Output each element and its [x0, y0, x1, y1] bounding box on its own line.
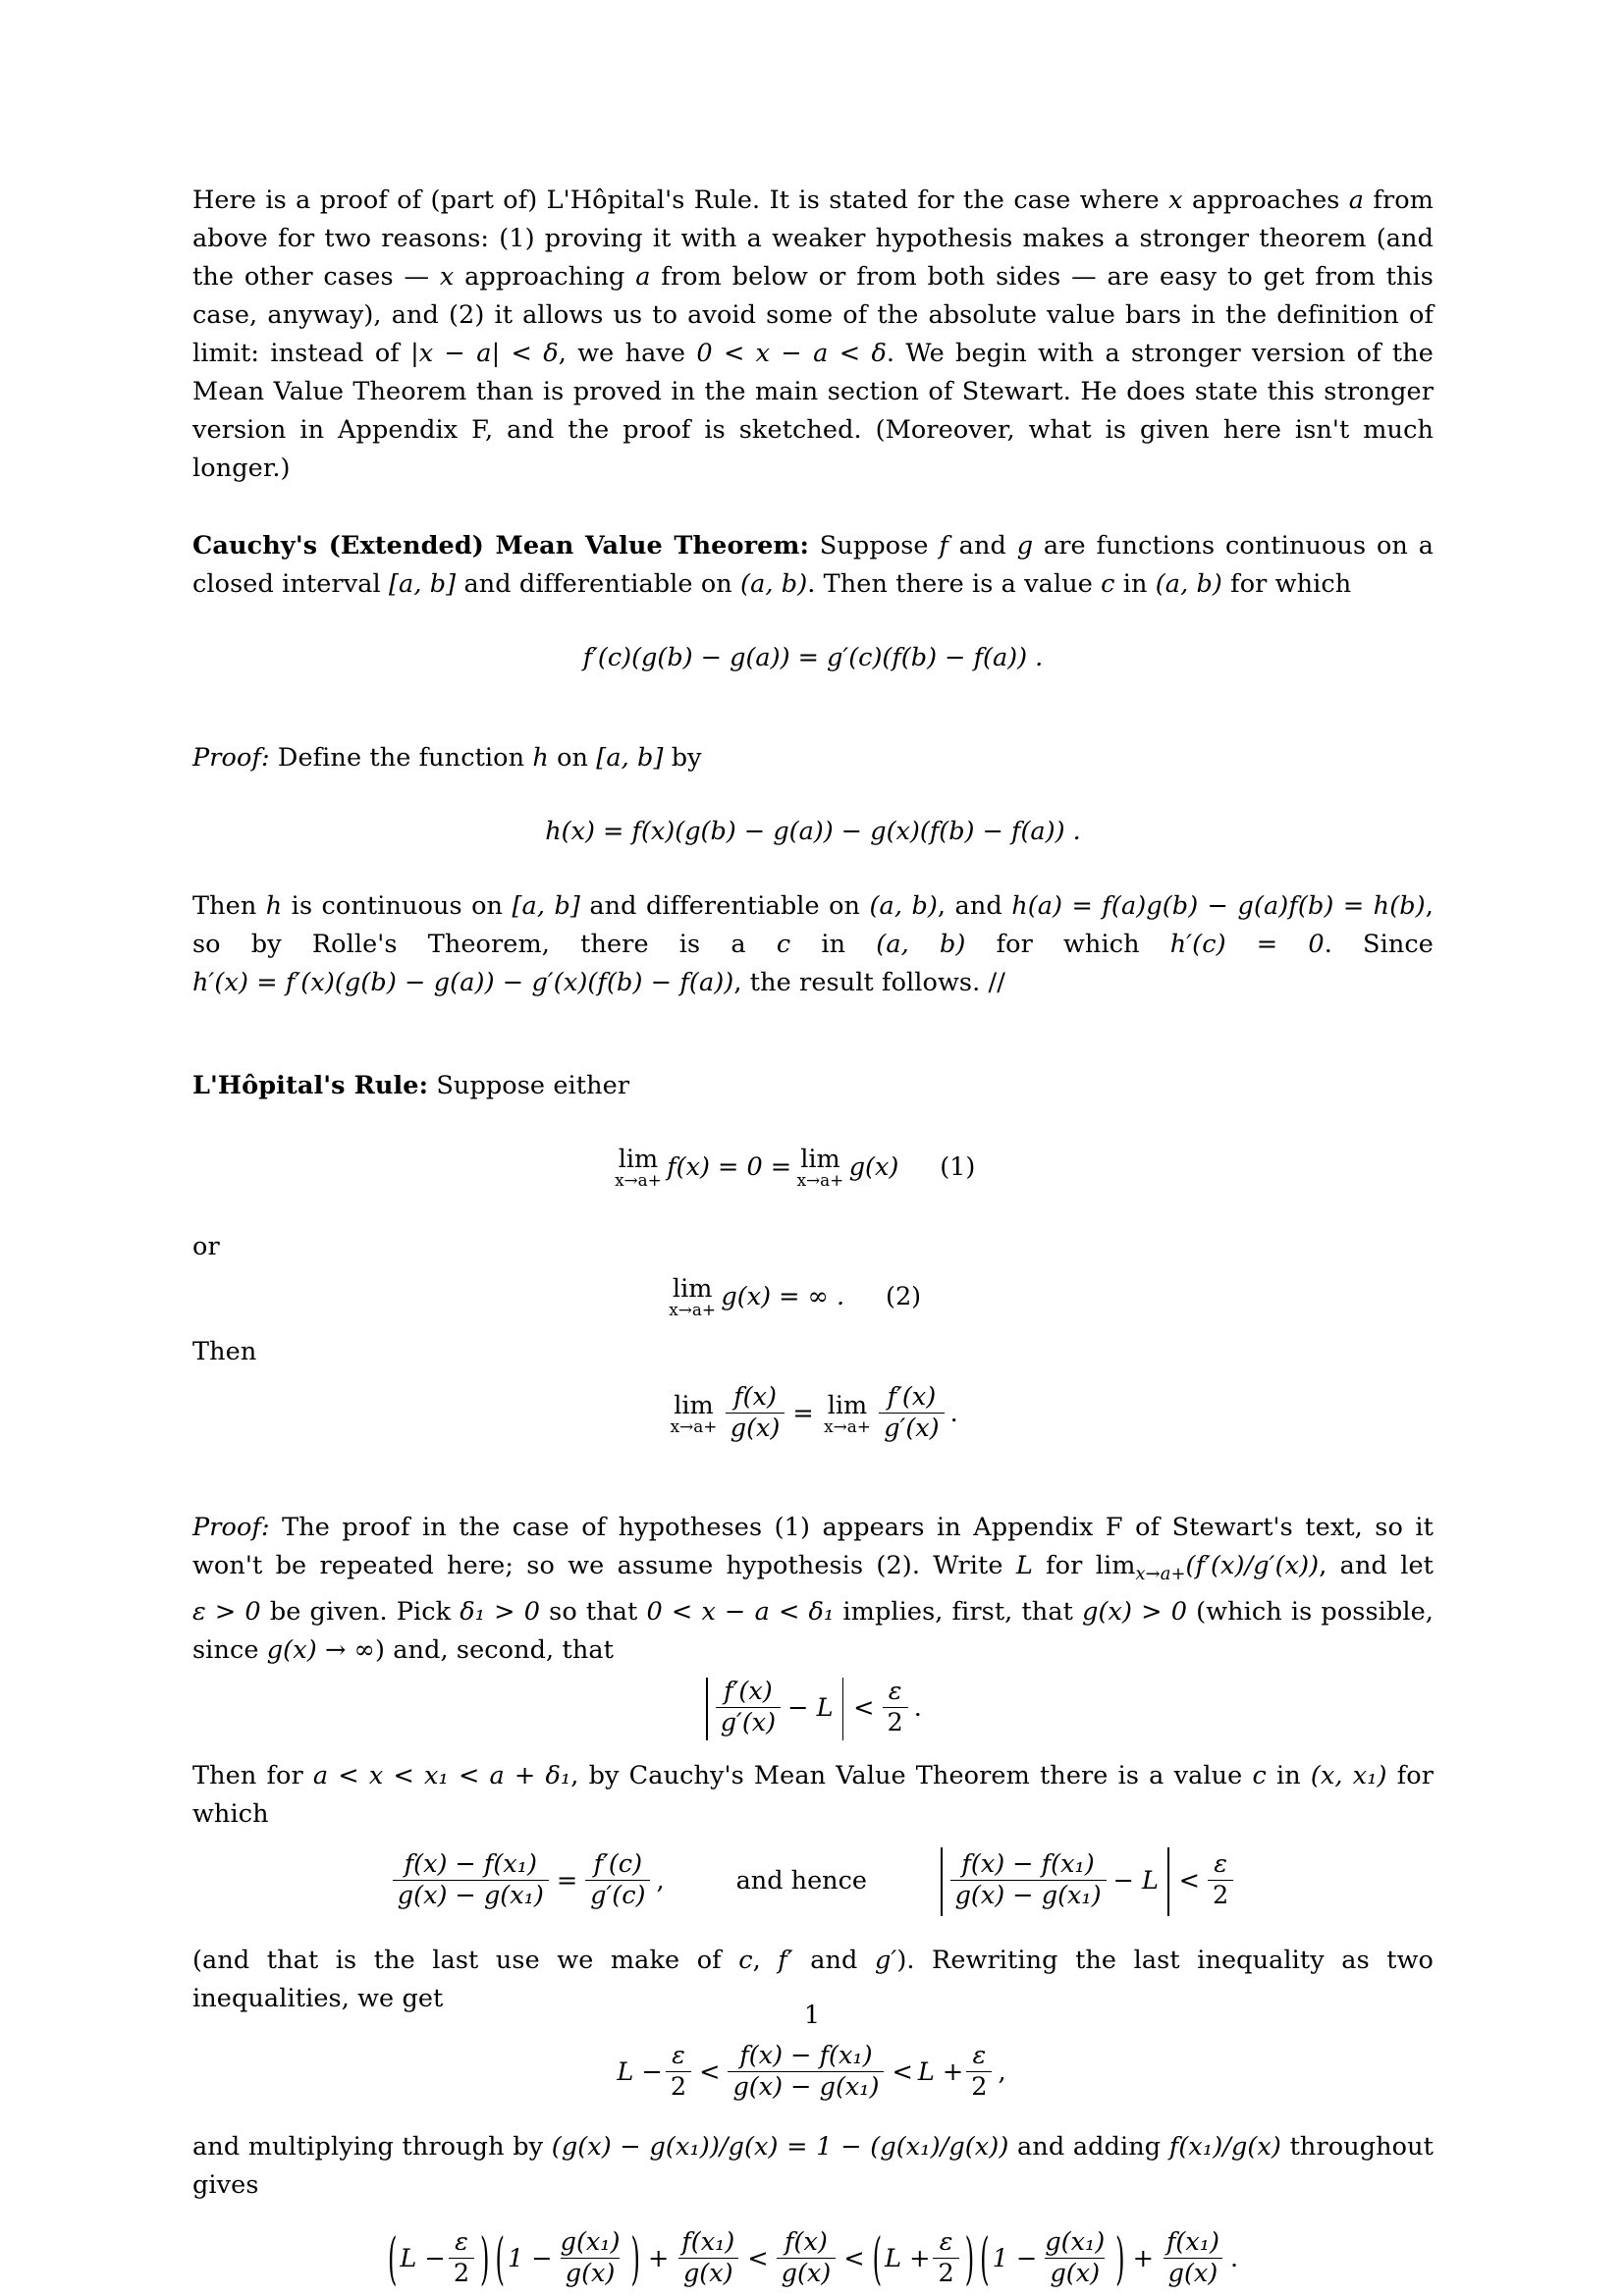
lhopital-equation-1: [192, 1145, 1434, 1189]
spacer: [192, 488, 1434, 527]
final-gx1-num-1: g(x₁): [560, 2227, 621, 2258]
eq3-limit-left: [669, 1390, 719, 1436]
proof-1-intro-3: by: [663, 742, 702, 773]
intro-var-a-1: a: [1348, 186, 1365, 215]
quotient-abs-bar-left: [941, 1847, 943, 1916]
final-paren-close-1: ): [480, 2226, 490, 2292]
final-eps-half-left: [449, 2228, 474, 2287]
proof-2-var-L: L: [1015, 1550, 1033, 1580]
cauchy-var-f: f: [939, 531, 948, 561]
proof-1-interval: [a, b]: [596, 742, 664, 773]
quotient-minus-L: − L: [1112, 1865, 1159, 1896]
spacer: [192, 1189, 1434, 1228]
final-paren-open-3: (: [872, 2226, 883, 2292]
final-one-minus-2: 1 −: [992, 2243, 1038, 2273]
intro-math-delta-range: 0 < x − a < δ: [696, 339, 887, 368]
eq2-number: (2): [886, 1281, 922, 1311]
eq1-lim-op-right: lim: [800, 1144, 840, 1174]
final-gx1-num-2: g(x₁): [1045, 2227, 1106, 2258]
proof-1-p7: for which: [965, 929, 1170, 959]
spacer: [192, 1105, 1434, 1145]
eq1-rhs: g(x): [848, 1151, 899, 1182]
spacer: [192, 1371, 1434, 1385]
two-ineq-row: [617, 2041, 1008, 2103]
proof-2-lim-sub: x→a+: [1135, 1563, 1186, 1584]
final-period: .: [1229, 2243, 1239, 2273]
proof-2-p5: so that: [540, 1596, 647, 1627]
final-paren-close-4: ): [1115, 2226, 1125, 2292]
cauchy-body-4: and differentiable on: [456, 569, 741, 599]
proof-1-c1: c: [776, 929, 791, 959]
then-connector: [192, 1333, 1434, 1371]
final-gx-den-mid: g(x): [777, 2258, 837, 2288]
quotient-abs-bar-right: [1167, 1847, 1169, 1916]
proof-2-lim-op: lim: [1095, 1550, 1136, 1580]
proof-1-var-h: h: [532, 742, 549, 773]
proof-1-p6: in: [790, 929, 877, 959]
cauchy-var-g: g: [1016, 531, 1034, 561]
proof-1-p9: , the result follows. //: [733, 967, 1005, 997]
intro-text-2: approaches: [1182, 186, 1349, 215]
cauchy-interval-open-2: (a, b): [1155, 569, 1222, 599]
proof-1-p1: Then: [192, 890, 266, 921]
abs-bar-right: [842, 1678, 844, 1740]
final-fx-over-gx: [777, 2228, 837, 2287]
proof-2-delta1-pos: δ₁ > 0: [460, 1596, 541, 1627]
last-use-p2: ,: [752, 1945, 779, 1975]
two-ineq-lt-1: <: [699, 2056, 721, 2087]
cauchy-app-p4: for which: [192, 1760, 1434, 1829]
final-gx1-over-gx-2: [1040, 2228, 1110, 2287]
proof-1-intro: [192, 739, 1434, 777]
eq1-limit-right: [795, 1144, 845, 1190]
proof-1-m5: h′(c) = 0: [1169, 929, 1325, 959]
proof-1-p3: and differentiable on: [579, 890, 870, 921]
intro-var-x-2: x: [439, 262, 455, 292]
proof-1-m3: h(a) = f(a)g(b) − g(a)f(b) = h(b): [1011, 890, 1426, 921]
two-ineq-middle-fraction: [728, 2042, 884, 2101]
lhopital-rule-heading-rest: Suppose either: [428, 1070, 630, 1100]
cauchy-app-p1: Then for: [192, 1760, 313, 1790]
quotient-equals: =: [556, 1865, 578, 1896]
intro-text-6: , we have: [558, 339, 697, 368]
final-gx-den-1: g(x): [561, 2258, 621, 2288]
quotient-lhs-fraction: [393, 1850, 549, 1909]
spacer: [192, 1834, 1434, 1847]
multiply-p3: throughout gives: [192, 2131, 1434, 2200]
last-use-p3: and: [792, 1945, 875, 1975]
cauchy-app-p3: in: [1266, 1760, 1311, 1790]
abs-period: .: [913, 1692, 922, 1723]
abs-eps-num: ε: [888, 1677, 902, 1707]
proof-1-h1: h: [265, 890, 283, 921]
eq3-fraction-right: [879, 1383, 944, 1442]
then-word: Then: [192, 1336, 257, 1366]
abs-ineq-row: [701, 1678, 925, 1740]
final-gx1-over-gx-1: [556, 2228, 625, 2287]
proof-2-p7: (which is possible, since: [192, 1596, 1435, 1665]
proof-2-p3: , and let: [1319, 1550, 1434, 1580]
intro-var-x-1: x: [1168, 186, 1183, 215]
proof-2-lim-body: (f′(x)/g′(x)): [1185, 1550, 1320, 1580]
eq1-lim-sub-left: x→a+: [615, 1169, 662, 1190]
proof-2-paragraph: [192, 1509, 1434, 1670]
abs-numerator: f′(x): [724, 1677, 773, 1707]
multiply-m2: f(x₁)/g(x): [1168, 2131, 1281, 2162]
cauchy-body-6: in: [1114, 569, 1156, 599]
cauchy-app-m1: a < x < x₁ < a + δ₁: [312, 1760, 571, 1790]
final-paren-open-1: (: [387, 2226, 398, 2292]
quotient-abs-den: g(x) − g(x₁): [950, 1880, 1107, 1910]
last-use-p4: ). Rewriting the last inequality as two inequalities, we get: [192, 1945, 1434, 2013]
abs-denominator: g′(x): [716, 1707, 781, 1737]
spacer: [192, 714, 1434, 739]
two-ineq-lt-2: <: [892, 2056, 913, 2087]
eq2-row: [664, 1276, 962, 1318]
eq3-denominator-right: g′(x): [879, 1413, 944, 1443]
spacer: [192, 1266, 1434, 1274]
eq3-limit-right: [823, 1390, 873, 1436]
abs-bar-left: [706, 1678, 708, 1740]
intro-text-4: approaching: [454, 262, 636, 292]
eq3-numerator-right: f′(x): [887, 1382, 937, 1413]
quotient-less-than: <: [1178, 1865, 1200, 1896]
final-eps-num-right: ε: [939, 2227, 953, 2258]
multiply-m1: (g(x) − g(x₁))/g(x) = 1 − (g(x₁)/g(x)): [551, 2131, 1009, 2162]
quotient-lhs-den: g(x) − g(x₁): [393, 1880, 549, 1910]
eq3-equals: =: [792, 1398, 814, 1428]
proof-1-intro-1: Define the function: [269, 742, 533, 773]
proof-1-p8: . Since: [1324, 929, 1434, 959]
lhopital-equation-2: [192, 1274, 1434, 1318]
two-ineq-comma: ,: [998, 2056, 1006, 2087]
or-connector: [192, 1228, 1434, 1266]
proof-1-p2: is continuous on: [282, 890, 513, 921]
two-ineq-eps-half-right: [966, 2042, 992, 2101]
intro-text-7: . We begin with a stronger version of the Mean Value Theorem than is proved in the main section of Stewart. He does state this stronger version in Appendix F, and the proof is sketched. (Moreover, what is given here isn't much longer.): [192, 339, 1434, 483]
intro-text-1: Here is a proof of (part of) L'Hôpital's Rule. It is stated for the case where: [192, 186, 1169, 215]
quotient-abs-fraction: [950, 1850, 1107, 1909]
quotient-rhs-fraction: [585, 1850, 650, 1909]
quotient-eps-den: 2: [1208, 1880, 1233, 1910]
proof-2-epsilon: ε > 0: [192, 1596, 261, 1627]
spacer: [192, 604, 1434, 643]
multiply-through-line: [192, 2128, 1434, 2205]
final-gx-den-2: g(x): [678, 2258, 738, 2288]
eq3-lim-sub-left: x→a+: [670, 1415, 718, 1436]
final-gx-den-3: g(x): [1045, 2258, 1105, 2288]
final-plus-1: +: [647, 2243, 670, 2273]
proof-2-p6: implies, first, that: [834, 1596, 1083, 1627]
eq3-lim-op-left: lim: [674, 1390, 714, 1420]
eq3-denominator-left: g(x): [726, 1413, 785, 1443]
quotient-eps-num: ε: [1214, 1849, 1227, 1880]
proof-2-p4: be given. Pick: [260, 1596, 460, 1627]
two-ineq-L-plus: L +: [917, 2056, 964, 2087]
page-number: 1: [803, 2001, 821, 2030]
last-use-g-prime: g′: [874, 1945, 897, 1975]
two-ineq-eps-den-left: 2: [666, 2071, 691, 2102]
last-use-p1: (and that is the last use we make of: [192, 1945, 739, 1975]
proof-1-m2: (a, b): [869, 890, 938, 921]
lhopital-equation-3: [192, 1382, 1434, 1444]
quotient-row: [390, 1847, 1236, 1916]
cauchy-interval-closed: [a, b]: [388, 569, 457, 599]
spacer: [192, 2103, 1434, 2128]
final-eps-half-right: [933, 2228, 958, 2287]
eq1-lim-sub-right: x→a+: [796, 1169, 844, 1190]
cauchy-equation-math: f′(c)(g(b) − g(a)) = g′(c)(f(b) − f(a)) .: [582, 643, 1044, 672]
last-use-f-prime: f′: [778, 1945, 793, 1975]
final-fx1-over-gx-2: [1162, 2228, 1224, 2287]
abs-minus-L: − L: [787, 1692, 834, 1723]
spacer: [192, 1002, 1434, 1041]
eq1-lhs: f(x) = 0 =: [667, 1151, 792, 1182]
cauchy-body-5: . Then there is a value: [807, 569, 1102, 599]
spacer: [192, 1916, 1434, 1942]
proof-1-equation-math: h(x) = f(x)(g(b) − g(a)) − g(x)(f(b) − f(a)) .: [545, 816, 1081, 846]
eq3-fraction-left: [726, 1383, 785, 1442]
quotient-rhs-den: g′(c): [585, 1880, 650, 1910]
quotient-and-hence: and hence: [735, 1865, 867, 1896]
proof-2-g-to-inf: g(x) → ∞: [266, 1634, 375, 1665]
two-ineq-L-minus: L −: [617, 2056, 663, 2087]
lhopital-rule-heading: L'Hôpital's Rule:: [192, 1070, 429, 1100]
final-L-plus: L +: [885, 2243, 931, 2273]
final-one-minus-1: 1 −: [507, 2243, 553, 2273]
final-paren-open-4: (: [980, 2226, 990, 2292]
abs-eps-half: [883, 1678, 908, 1736]
quotient-comma: ,: [656, 1865, 665, 1896]
proof-1-body: [192, 887, 1434, 1002]
spacer: [192, 777, 1434, 817]
spacer: [192, 674, 1434, 714]
intro-math-abs-delta: |x − a| < δ: [410, 339, 559, 368]
final-paren-open-2: (: [495, 2226, 505, 2292]
eq1-limit-left: [614, 1144, 664, 1190]
cauchy-var-c: c: [1101, 569, 1115, 599]
two-ineq-eps-half-left: [666, 2042, 691, 2101]
eq1-number: (1): [940, 1151, 976, 1182]
proof-1-m1: [a, b]: [512, 890, 580, 921]
proof-2-g-pos: g(x) > 0: [1082, 1596, 1188, 1627]
proof-2-p8: ) and, second, that: [374, 1634, 614, 1665]
eq2-body: g(x) = ∞ .: [721, 1281, 845, 1311]
spacer: [192, 1444, 1434, 1483]
eq2-limit: [668, 1276, 718, 1318]
proof-1-equation: [192, 817, 1434, 848]
cauchy-app-c: c: [1252, 1760, 1267, 1790]
spacer: [192, 1483, 1434, 1509]
eq1-row: [610, 1144, 1017, 1190]
eq2-lim-op: lim: [672, 1274, 713, 1305]
or-word: or: [192, 1232, 220, 1262]
cauchy-app-p2: , by Cauchy's Mean Value Theorem there is a value: [570, 1760, 1253, 1790]
intro-var-a-2: a: [635, 262, 651, 292]
final-lt-2: <: [843, 2243, 865, 2273]
final-paren-close-3: ): [964, 2226, 975, 2292]
two-ineq-eps-num-right: ε: [972, 2041, 987, 2071]
proof-1-label: Proof:: [192, 742, 270, 773]
cauchy-application-line: [192, 1757, 1434, 1834]
final-lt-1: <: [747, 2243, 769, 2273]
proof-2-p2: for: [1032, 1550, 1096, 1580]
intro-text-5: from below or from both sides — are easy to get from this case, anyway), and (2) it allows us to avoid some of the absolute value bars in the definition of limit: instead of: [192, 262, 1434, 368]
proof-2-final-inequality: [192, 2226, 1434, 2292]
last-use-c: c: [738, 1945, 753, 1975]
final-paren-close-2: ): [630, 2226, 640, 2292]
cauchy-body-2: and: [947, 531, 1017, 561]
spacer: [192, 2205, 1434, 2230]
cauchy-theorem-equation: [192, 643, 1434, 674]
eq3-period: .: [949, 1398, 958, 1428]
spacer: [192, 1319, 1434, 1333]
final-gx-den-4: g(x): [1164, 2258, 1223, 2288]
multiply-p2: and adding: [1008, 2131, 1169, 2162]
proof-2-p1: The proof in the case of hypotheses (1) appears in Appendix F of Stewart's text, so it won't be repeated here; so we assume hypothesis (2). Write: [192, 1512, 1434, 1580]
intro-paragraph: [192, 182, 1434, 488]
cauchy-theorem-statement: [192, 527, 1434, 604]
abs-less-than: <: [853, 1692, 875, 1723]
proof-2-quotient-equation: [192, 1847, 1434, 1916]
two-ineq-eps-num-left: ε: [672, 2041, 685, 2071]
cauchy-body-1: Suppose: [809, 531, 940, 561]
proof-1-m6: h′(x) = f′(x)(g(b) − g(a)) − g′(x)(f(b) − f(a)): [192, 967, 734, 997]
final-ineq-row: [385, 2226, 1241, 2292]
proof-1-m4: (a, b): [876, 929, 966, 959]
eq3-row: [665, 1382, 961, 1444]
cauchy-app-m2: (x, x₁): [1310, 1760, 1387, 1790]
page-content: [192, 182, 1435, 2292]
quotient-eps-half: [1208, 1850, 1233, 1909]
spacer: [192, 1749, 1434, 1757]
cauchy-theorem-heading: Cauchy's (Extended) Mean Value Theorem:: [192, 531, 810, 561]
two-ineq-eps-den-right: 2: [966, 2071, 992, 2102]
spacer: [192, 1670, 1434, 1678]
eq3-lim-op-right: lim: [827, 1390, 868, 1420]
spacer: [192, 1041, 1434, 1067]
two-ineq-den: g(x) − g(x₁): [728, 2071, 884, 2102]
proof-2-delta1-range: 0 < x − a < δ₁: [646, 1596, 835, 1627]
proof-1-p4: , and: [937, 890, 1012, 921]
final-L-minus: L −: [400, 2243, 446, 2273]
lhopital-rule-statement: [192, 1067, 1434, 1105]
final-eps-den-left: 2: [449, 2258, 474, 2288]
proof-1-intro-2: on: [548, 742, 597, 773]
eq3-lim-sub-right: x→a+: [824, 1415, 871, 1436]
eq2-lim-sub: x→a+: [669, 1299, 717, 1319]
abs-fraction: [716, 1678, 781, 1736]
two-ineq-num: f(x) − f(x₁): [739, 2041, 873, 2071]
proof-2-two-inequalities: [192, 2041, 1434, 2103]
final-fx1-num-1: f(x₁): [681, 2227, 735, 2258]
final-fx1-num-2: f(x₁): [1165, 2227, 1219, 2258]
intro-text-3: from above for two reasons: (1) proving it with a weaker hypothesis makes a stronger theorem (and the other cases —: [192, 186, 1434, 292]
spacer: [192, 848, 1434, 887]
proof-2-abs-inequality: [192, 1678, 1434, 1749]
final-plus-2: +: [1132, 2243, 1154, 2273]
eq3-numerator-left: f(x): [733, 1382, 777, 1413]
final-fx-num: f(x): [785, 2227, 828, 2258]
quotient-lhs-num: f(x) − f(x₁): [404, 1849, 537, 1880]
eq1-lim-op-left: lim: [618, 1144, 659, 1174]
final-eps-num-left: ε: [455, 2227, 468, 2258]
cauchy-interval-open: (a, b): [740, 569, 808, 599]
final-eps-den-right: 2: [933, 2258, 958, 2288]
proof-1-p5: , so by Rolle's Theorem, there is a: [192, 890, 1434, 959]
cauchy-body-7: for which: [1221, 569, 1352, 599]
multiply-p1: and multiplying through by: [192, 2131, 552, 2162]
proof-2-label: Proof:: [192, 1512, 270, 1542]
abs-eps-den: 2: [883, 1707, 908, 1737]
quotient-abs-num: f(x) − f(x₁): [961, 1849, 1095, 1880]
final-fx1-over-gx-1: [677, 2228, 739, 2287]
quotient-rhs-num: f′(c): [593, 1849, 643, 1880]
cauchy-body-3: are functions continuous on a closed interval: [192, 531, 1434, 599]
